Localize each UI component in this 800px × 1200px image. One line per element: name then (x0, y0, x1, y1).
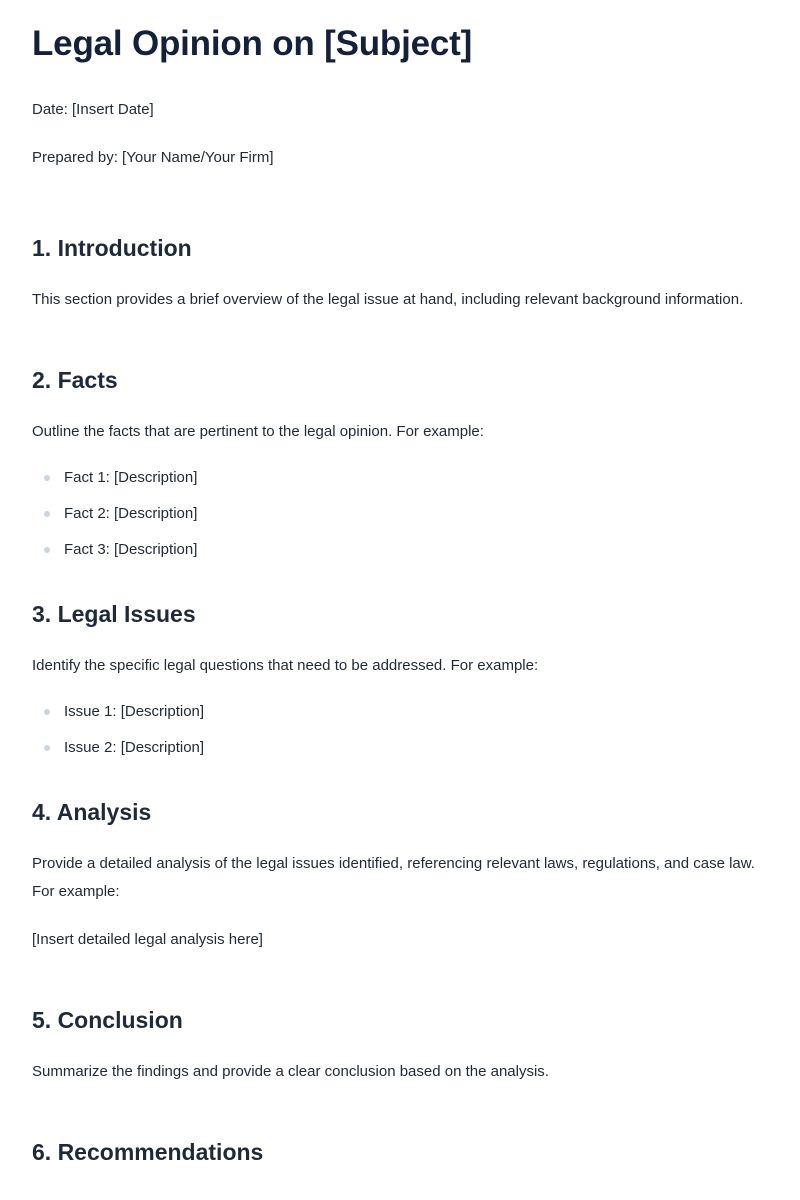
section-body-legal-issues: Identify the specific legal questions that need to be addressed. For example: (32, 657, 539, 674)
list-item-text: Issue 2: [Description] (64, 739, 205, 756)
bullet-icon (44, 709, 50, 715)
section-introduction (32, 232, 768, 314)
document-title: Legal Opinion on [Subject] (32, 24, 473, 63)
list-item (32, 736, 768, 760)
prepared-by-line: Prepared by: [Your Name/Your Firm] (32, 149, 274, 166)
section-recommendations (32, 1136, 768, 1168)
list-item-text: Fact 2: [Description] (64, 505, 198, 522)
date-line: Date: [Insert Date] (32, 101, 154, 118)
list-item (32, 466, 768, 490)
list-item-text: Fact 3: [Description] (64, 541, 198, 558)
bullet-icon (44, 475, 50, 481)
section-heading-facts: 2. Facts (32, 367, 118, 393)
issues-list (32, 700, 768, 760)
section-body-introduction: This section provides a brief overview of the legal issue at hand, including relevant background information. (32, 291, 744, 308)
facts-list (32, 466, 768, 562)
bullet-icon (44, 547, 50, 553)
list-item (32, 502, 768, 526)
section-analysis (32, 796, 768, 954)
section-body-analysis: Provide a detailed analysis of the legal issues identified, referencing relevant laws, regulations, and case law. For example: (32, 855, 755, 900)
section-body-facts: Outline the facts that are pertinent to the legal opinion. For example: (32, 423, 484, 440)
section-heading-analysis: 4. Analysis (32, 799, 152, 825)
list-item (32, 700, 768, 724)
section-heading-conclusion: 5. Conclusion (32, 1007, 183, 1033)
section-body-conclusion: Summarize the findings and provide a clear conclusion based on the analysis. (32, 1063, 549, 1080)
section-heading-legal-issues: 3. Legal Issues (32, 601, 196, 627)
section-heading-introduction: 1. Introduction (32, 235, 192, 261)
list-item-text: Issue 1: [Description] (64, 703, 205, 720)
analysis-placeholder: [Insert detailed legal analysis here] (32, 931, 263, 948)
list-item-text: Fact 1: [Description] (64, 469, 198, 486)
section-heading-recommendations: 6. Recommendations (32, 1139, 264, 1165)
bullet-icon (44, 511, 50, 517)
section-conclusion (32, 1004, 768, 1086)
list-item (32, 538, 768, 562)
section-facts (32, 364, 768, 562)
section-legal-issues (32, 598, 768, 760)
bullet-icon (44, 745, 50, 751)
